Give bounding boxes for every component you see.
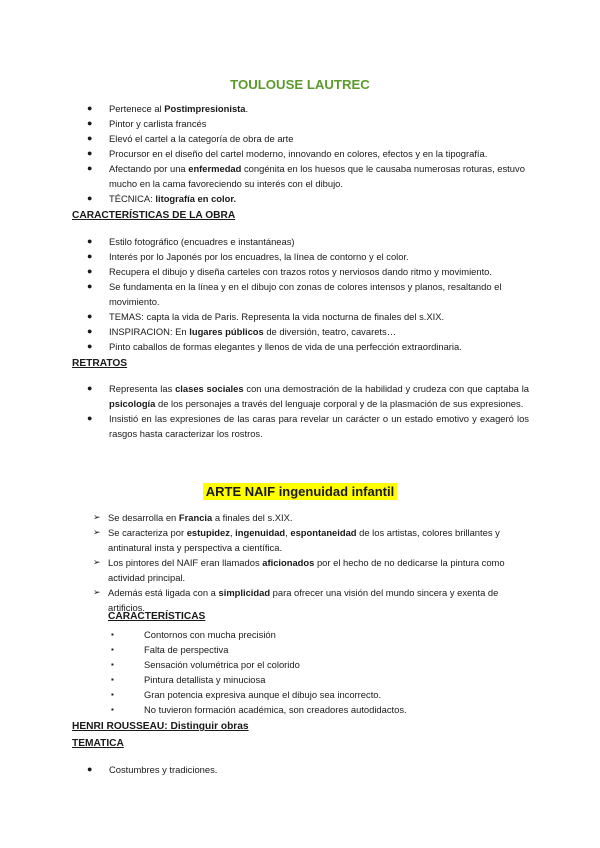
bullet-icon: ● [87,148,93,158]
list-item: ● Estilo fotográfico (encuadres e instantáneas) [87,236,295,247]
list-item: ➢ Se desarrolla en Francia a finales del s.XIX. [93,512,293,523]
list-item: ● Representa las clases sociales con una demostración de la habilidad y crudeza con que captaba la psicología de los personajes a través del lenguaje corporal y de la plasmación de sus expresiones. [87,383,529,409]
square-bullet-icon: ▪ [111,645,114,654]
list-item: ● Afectando por una enfermedad congénita en los huesos que le causaba numerosas roturas, estuvo mucho en la cama favoreciendo su interés con el dibujo. [87,163,525,189]
bullet-icon: ● [87,281,93,291]
bullet-icon: ● [87,251,93,261]
caracteristicas-obra-list [87,234,529,354]
title-arte-naif-wrap [0,484,600,499]
retratos-list [87,381,529,441]
bullet-icon: ● [87,311,93,321]
title-arte-naif: ARTE NAIF ingenuidad infantil [203,483,398,500]
list-item: ▪ Sensación volumétrica por el colorido [111,659,300,670]
list-item: ➢ Se caracteriza por estupidez, ingenuidad, espontaneidad de los artistas, colores brillantes y antinatural insta y perspectiva a científica. [93,527,500,553]
list-item: ● Se fundamenta en la línea y en el dibujo con zonas de colores intensos y planos, resaltando el movimiento. [87,281,502,307]
bullet-icon: ● [87,413,93,423]
square-bullet-icon: ▪ [111,660,114,669]
list-item: ▪ Contornos con mucha precisión [111,629,276,640]
arrow-bullet-icon: ➢ [93,557,101,567]
bullet-icon: ● [87,383,93,393]
naif-caracteristicas-list [111,627,534,717]
bullet-icon: ● [87,326,93,336]
list-item: ➢ Los pintores del NAIF eran llamados aficionados por el hecho de no dedicarse la pintura como actividad principal. [93,557,505,583]
square-bullet-icon: ▪ [111,630,114,639]
heading-caracteristicas-naif: CARACTERÍSTICAS [108,611,206,622]
list-item: ● Costumbres y tradiciones. [87,764,218,775]
square-bullet-icon: ▪ [111,690,114,699]
arrow-bullet-icon: ➢ [93,587,101,597]
list-item: ● Recupera el dibujo y diseña carteles con trazos rotos y nerviosos dando ritmo y movimiento. [87,266,492,277]
list-item: ▪ Pintura detallista y minuciosa [111,674,266,685]
list-item: ● Elevó el cartel a la categoría de obra de arte [87,133,294,144]
arrow-bullet-icon: ➢ [93,512,101,522]
list-item: ● INSPIRACION: En lugares públicos de diversión, teatro, cavarets… [87,326,397,337]
list-item: ▪ Gran potencia expresiva aunque el dibujo sea incorrecto. [111,689,382,700]
list-item: ● TEMAS: capta la vida de Paris. Representa la vida nocturna de finales del s.XIX. [87,311,445,322]
list-item: ● Pinto caballos de formas elegantes y llenos de vida de una perfección extraordinaria. [87,341,462,352]
square-bullet-icon: ▪ [111,675,114,684]
heading-henri-rousseau: HENRI ROUSSEAU: Distinguir obras [72,721,249,732]
tematica-list [87,762,529,777]
naif-list [93,510,532,615]
list-item: ● Insistió en las expresiones de las caras para revelar un carácter o un estado emotivo y exageró los rasgos hasta caracterizar los rostros. [87,413,529,439]
title-toulouse-lautrec: TOULOUSE LAUTREC [230,77,370,92]
list-item: ● Procursor en el diseño del cartel moderno, innovando en colores, efectos y en la tipografía. [87,148,488,159]
list-item: ▪ Falta de perspectiva [111,644,229,655]
bullet-icon: ● [87,103,93,113]
bullet-icon: ● [87,133,93,143]
list-item: ● Interés por lo Japonés por los encuadres, la línea de contorno y el color. [87,251,409,262]
bullet-icon: ● [87,163,93,173]
bullet-icon: ● [87,236,93,246]
heading-caracteristicas-obra: CARACTERÍSTICAS DE LA OBRA [72,210,236,221]
list-item: ➢ Además está ligada con a simplicidad para ofrecer una visión del mundo sincera y exenta de artificios. [93,587,499,613]
heading-retratos: RETRATOS [72,358,128,369]
bullet-icon: ● [87,193,93,203]
heading-tematica: TEMATICA [72,738,124,749]
square-bullet-icon: ▪ [111,705,114,714]
bullet-icon: ● [87,764,93,774]
list-item: ▪ No tuvieron formación académica, son creadores autodidactos. [111,704,407,715]
bullet-icon: ● [87,341,93,351]
bullet-icon: ● [87,118,93,128]
toulouse-list [87,101,529,206]
arrow-bullet-icon: ➢ [93,527,101,537]
bullet-icon: ● [87,266,93,276]
list-item: ● TÉCNICA: litografía en color. [87,193,237,204]
list-item: ● Pintor y carlista francés [87,118,207,129]
list-item: ● Pertenece al Postimpresionista. [87,103,249,114]
